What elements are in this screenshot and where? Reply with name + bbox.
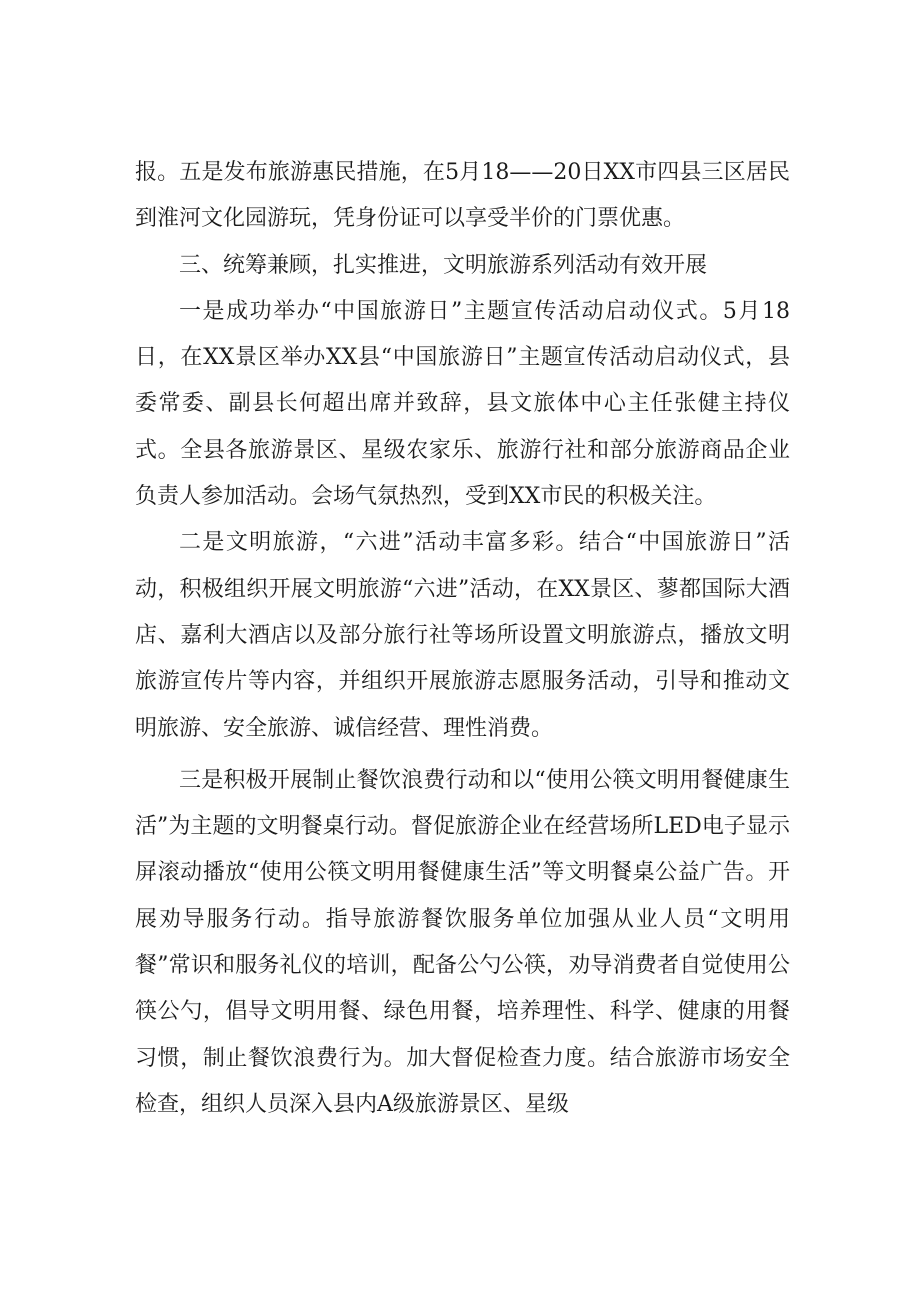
section-heading-3: 三、统筹兼顾，扎实推进，文明旅游系列活动有效开展 xyxy=(179,252,708,278)
paragraph-item-1: 一是成功举办“中国旅游日”主题宣传活动启动仪式。5月18日，在XX景区举办XX县“中国旅游日”主题宣传活动启动仪式，县委常委、副县长何超出席并致辞，县文旅体中心主任张健主持仪式。全县各旅游景区、星级农家乐、旅游行社和部分旅游商品企业负责人参加活动。会场气氛热烈，受到XX市民的积极关注。 xyxy=(135,298,790,510)
paragraph-item-2: 二是文明旅游，“六进”活动丰富多彩。结合“中国旅游日”活动，积极组织开展文明旅游“六进”活动，在XX景区、蓼都国际大酒店、嘉利大酒店以及部分旅行社等场所设置文明旅游点，播放文明旅游宣传片等内容，并组织开展旅游志愿服务活动，引导和推动文明旅游、安全旅游、诚信经营、理性消费。 xyxy=(135,530,790,741)
paragraph-1: 报。五是发布旅游惠民措施，在5月18——20日XX市四县三区居民到淮河文化园游玩，凭身份证可以享受半价的门票优惠。 xyxy=(135,160,790,232)
document-body xyxy=(135,150,790,1128)
paragraph-item-3: 三是积极开展制止餐饮浪费行动和以“使用公筷文明用餐健康生活”为主题的文明餐桌行动。督促旅游企业在经营场所LED电子显示屏滚动播放“使用公筷文明用餐健康生活”等文明餐桌公益广告。开展劝导服务行动。指导旅游餐饮服务单位加强从业人员“文明用餐”常识和服务礼仪的培训，配备公勺公筷，劝导消费者自觉使用公筷公勺，倡导文明用餐、绿色用餐，培养理性、科学、健康的用餐习惯，制止餐饮浪费行为。加大督促检查力度。结合旅游市场安全检查，组织人员深入县内A级旅游景区、星级 xyxy=(135,767,790,1117)
